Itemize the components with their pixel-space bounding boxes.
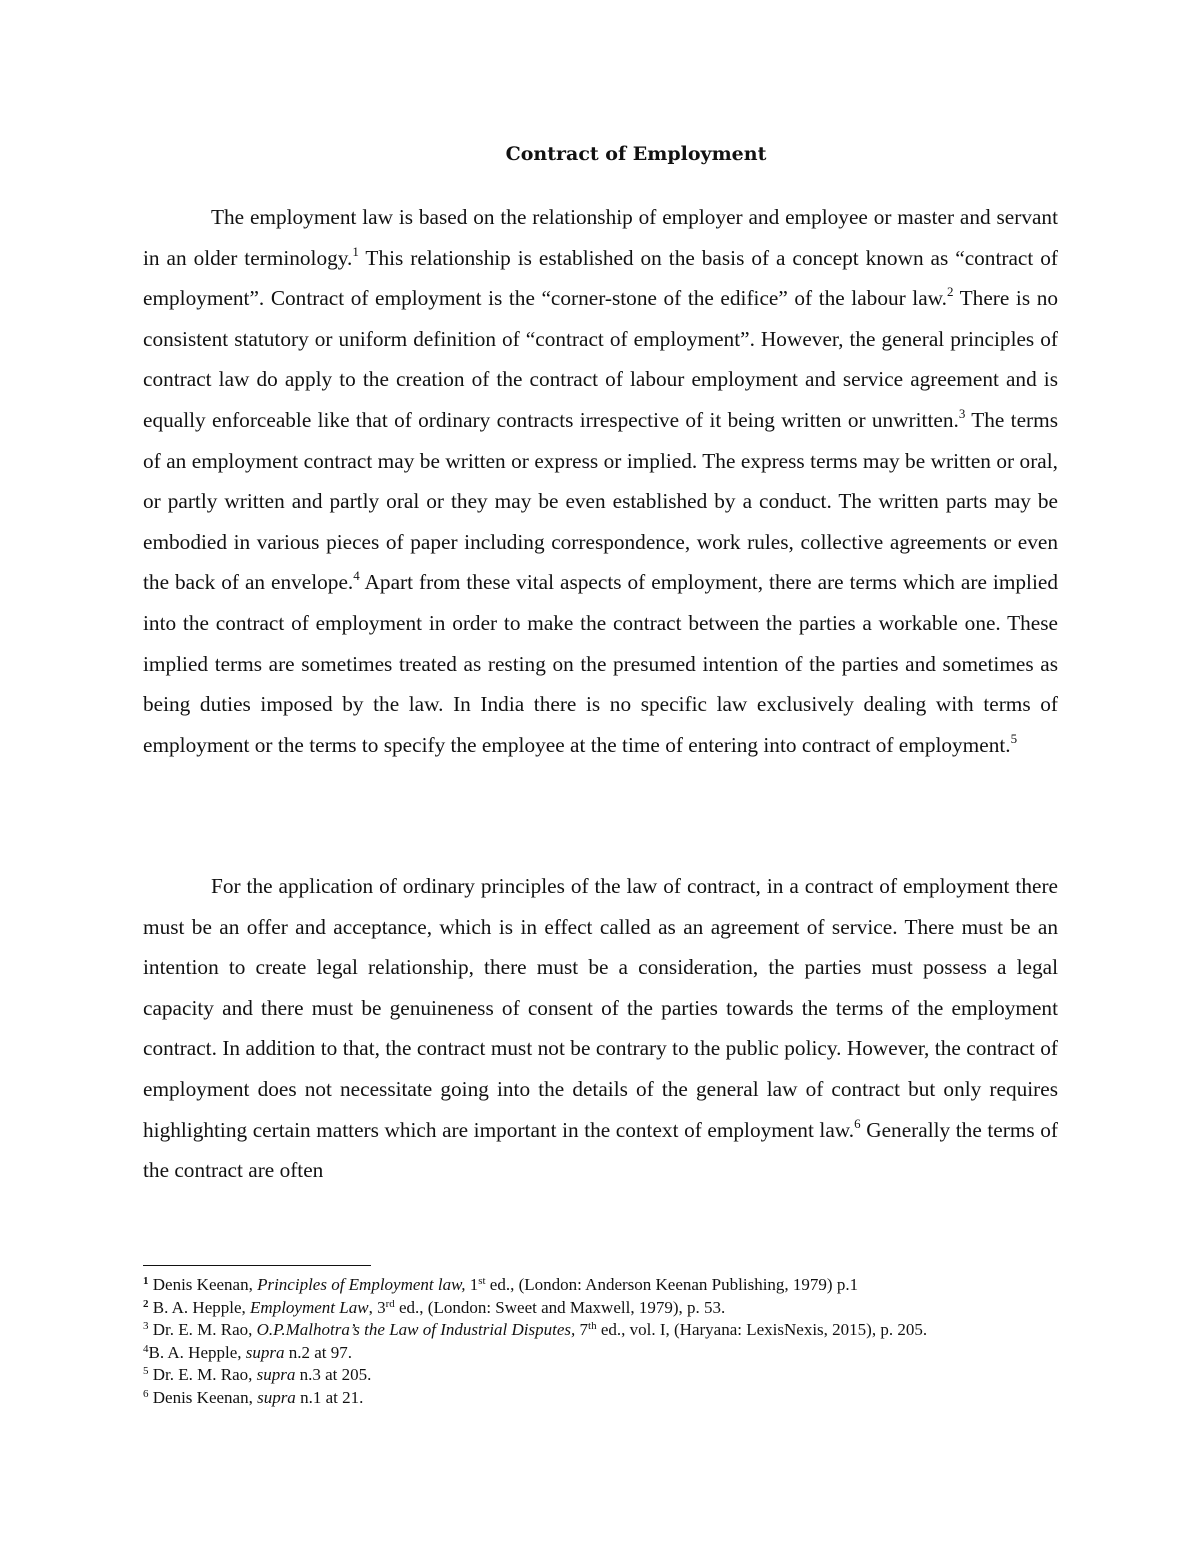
para1-text-5: Apart from these vital aspects of employment, there are terms which are implied into the contract of employment in order to make the contract between the parties a workable one. These implied terms are sometimes treated as resting on the presumed intention of the parties and sometimes as being duties imposed by the law. In India there is no specific law exclusively dealing with terms of employment or the terms to specify the employee at the time of entering into contract of employment.	[143, 570, 1058, 757]
footnote-ref-5[interactable]: 5	[1010, 730, 1018, 746]
body-paragraph-1	[143, 197, 1058, 765]
footnote-separator	[143, 1265, 371, 1266]
footnote-ref-3[interactable]: 3	[958, 405, 966, 421]
para1-text-3: There is no consistent statutory or uniform definition of “contract of employment”. However, the general principles of contract law do apply to the creation of the contract of labour employment and service agreement and is equally enforceable like that of ordinary contracts irrespective of it being written or unwritten.	[143, 286, 1058, 432]
footnote-2: $^2$ B. A. Hepple, Employment Law, 3rd ed., (London: Sweet and Maxwell, 1979), p. 53.	[143, 1297, 726, 1317]
footnote-ref-1[interactable]: 1	[352, 243, 359, 259]
footnote-5: $^5$ Dr. E. M. Rao, supra n.3 at 205.	[143, 1365, 372, 1384]
footnote-ref-4[interactable]: 4	[353, 568, 360, 584]
footnote-6: $^6$ Denis Keenan, supra n.1 at 21.	[143, 1387, 364, 1407]
footnote-3: $^3$ Dr. E. M. Rao, O.P.Malhotra’s the Law of Industrial Disputes, 7th ed., vol. I, (Haryana: LexisNexis, 2015), p. 205.	[143, 1320, 928, 1339]
footnote-ref-6[interactable]: 6	[854, 1115, 861, 1131]
para2-text-1: For the application of ordinary principles of the law of contract, in a contract of employment there must be an offer and acceptance, which is in effect called as an agreement of service. There must be an intention to create legal relationship, there must be a consideration, the parties must possess a legal capacity and there must be genuineness of consent of the parties towards the terms of the employment contract. In addition to that, the contract must not be contrary to the public policy. However, the contract of employment does not necessitate going into the details of the general law of contract but only requires highlighting certain matters which are important in the context of employment law.	[143, 874, 1058, 1142]
footnotes-section	[143, 1274, 1103, 1409]
footnote-1: $^1$ Denis Keenan, Principles of Employment law, 1st ed., (London: Anderson Keenan Publishing, 1979) p.1	[143, 1275, 859, 1294]
footnote-ref-2[interactable]: 2	[946, 284, 954, 300]
para2-text-2: Generally the terms of the contract are often	[143, 1117, 1058, 1183]
para1-text-2: This relationship is established on the basis of a concept known as “contract of employment”. Contract of employment is the “corner-stone of the edifice” of the labour law.	[143, 245, 1058, 311]
body-paragraph-2	[143, 866, 1058, 1191]
para1-text-4: The terms of an employment contract may be written or express or implied. The express terms may be written or oral, or partly written and partly oral or they may be even established by a conduct. The written parts may be embodied in various pieces of paper including correspondence, work rules, collective agreements or even the back of an envelope.	[143, 407, 1058, 595]
para1-text-1: The employment law is based on the relationship of employer and employee or master and servant in an older terminology.	[143, 205, 1058, 270]
footnote-4: $^4$B. A. Hepple, supra n.2 at 97.	[143, 1342, 353, 1362]
document-title: Contract of Employment	[505, 143, 767, 165]
